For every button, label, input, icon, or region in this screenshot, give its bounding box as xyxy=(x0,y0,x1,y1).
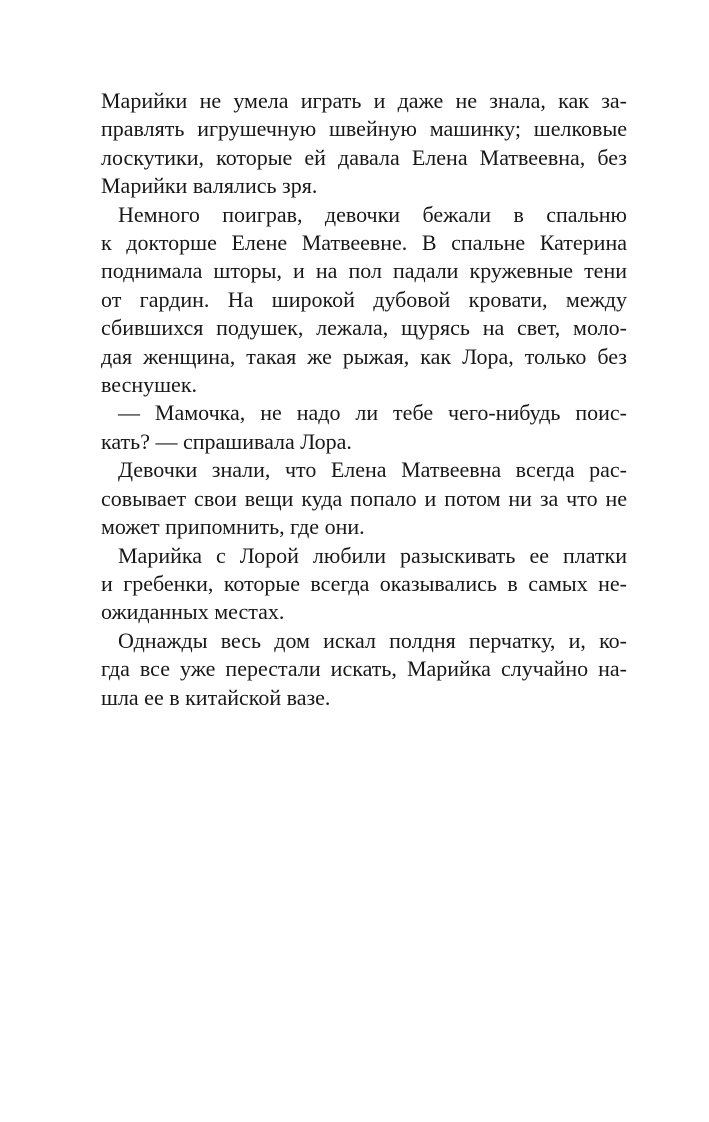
text-line: кать? — спрашивала Лора. xyxy=(101,428,352,454)
text-line: Марийка с Лорой любили разыскивать ее платки xyxy=(118,542,627,568)
paragraph xyxy=(101,456,627,541)
text-line: ожиданных местах. xyxy=(101,599,285,625)
paragraph xyxy=(101,399,627,456)
text-line: лоскутики, которые ей давала Елена Матвеевна, без xyxy=(101,144,627,170)
text-line: может припомнить, где они. xyxy=(101,514,365,540)
text-line: Немного поиграв, девочки бежали в спальню xyxy=(118,201,627,227)
text-line: совывает свои вещи куда попало и потом ни за что не xyxy=(101,485,627,511)
text-line: правлять игрушечную швейную машинку; шелковые xyxy=(101,116,627,142)
text-line: и гребенки, которые всегда оказывались в самых не- xyxy=(101,570,627,596)
text-line: гда все уже перестали искать, Марийка случайно на- xyxy=(101,656,627,682)
text-line: Марийки не умела играть и даже не знала, как за- xyxy=(101,88,627,113)
text-line: Марийки валялись зря. xyxy=(101,173,318,199)
text-line: — Мамочка, не надо ли тебе чего-нибудь поис- xyxy=(118,400,627,426)
text-line: Девочки знали, что Елена Матвеевна всегда рас- xyxy=(118,457,627,483)
text-line: шла ее в китайской вазе. xyxy=(101,684,331,710)
paragraph xyxy=(101,627,627,712)
text-line: Однажды весь дом искал полдня перчатку, и, ко- xyxy=(118,627,627,653)
paragraph xyxy=(101,201,627,400)
text-line: дая женщина, такая же рыжая, как Лора, только без xyxy=(101,343,627,369)
paragraph xyxy=(101,542,627,627)
text-line: от гардин. На широкой дубовой кровати, между xyxy=(101,286,627,312)
page-text xyxy=(101,87,627,712)
text-line: сбившихся подушек, лежала, щурясь на свет, моло- xyxy=(101,315,627,341)
paragraph xyxy=(101,87,627,201)
text-line: к докторше Елене Матвеевне. В спальне Катерина xyxy=(101,230,627,256)
text-line: веснушек. xyxy=(101,372,198,398)
text-line: поднимала шторы, и на пол падали кружевные тени xyxy=(101,258,627,284)
